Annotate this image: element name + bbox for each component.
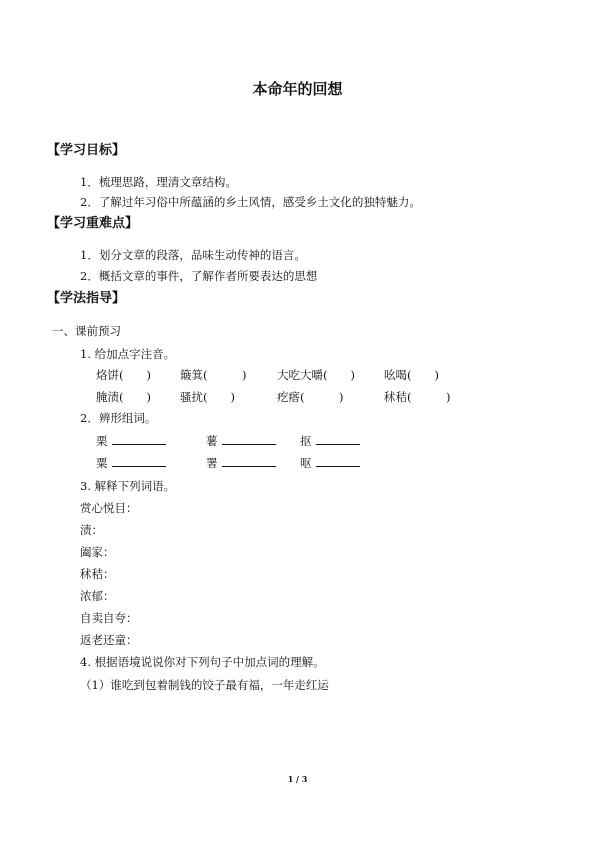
char: 抠 — [300, 434, 312, 448]
char: 呕 — [300, 456, 312, 470]
question-2-label: 2．辨形组词。 — [80, 411, 157, 425]
preview-section-title: 一、课前预习 — [52, 324, 121, 338]
char: 薯 — [206, 434, 218, 448]
char: 粟 — [96, 456, 108, 470]
term-item: 赏心悦目： — [80, 501, 138, 515]
section-heading-goals: 【学习目标】 — [47, 143, 126, 158]
word-form-item — [300, 433, 360, 449]
section-heading-method: 【学法指导】 — [47, 291, 126, 306]
char: 署 — [206, 456, 218, 470]
char: 栗 — [96, 434, 108, 448]
answer-blank[interactable] — [112, 455, 166, 467]
word-form-item — [300, 455, 360, 471]
word-form-item — [206, 433, 276, 449]
term-item: 阖家： — [80, 545, 115, 559]
answer-blank[interactable] — [316, 455, 360, 467]
question-4-item-1: （1）谁吃到包着制钱的饺子最有福，一年走红运 — [80, 678, 329, 692]
keypoint-item-2: 2．概括文章的事件，了解作者所要表达的思想 — [80, 269, 318, 283]
answer-blank[interactable] — [316, 433, 360, 445]
word-form-item — [96, 433, 166, 449]
question-1-label: 1. 给加点字注音。 — [80, 347, 176, 361]
term-item: 秫秸： — [80, 567, 115, 581]
pinyin-item: 吆喝( ) — [384, 368, 439, 382]
keypoint-item-1: 1．划分文章的段落，品味生动传神的语言。 — [80, 248, 306, 262]
answer-blank[interactable] — [222, 433, 276, 445]
pinyin-item: 烙饼( ) — [96, 368, 151, 382]
goal-item-2: 2．了解过年习俗中所蕴涵的乡土风情，感受乡土文化的独特魅力。 — [80, 195, 421, 209]
word-form-item — [206, 455, 276, 471]
pinyin-item: 腌渍( ) — [96, 390, 151, 404]
pinyin-item: 簸箕( ) — [180, 368, 247, 382]
page-number: 1 / 3 — [287, 774, 308, 784]
pinyin-item: 疙瘩( ) — [277, 390, 344, 404]
term-item: 自卖自夸： — [80, 611, 138, 625]
question-3-label: 3. 解释下列词语。 — [80, 479, 176, 493]
pinyin-item: 大吃大嚼( ) — [277, 368, 355, 382]
pinyin-item: 骚扰( ) — [180, 390, 235, 404]
goal-item-1: 1．梳理思路，理清文章结构。 — [80, 175, 237, 189]
answer-blank[interactable] — [112, 433, 166, 445]
term-item: 浓郁： — [80, 589, 115, 603]
answer-blank[interactable] — [222, 455, 276, 467]
word-form-item — [96, 455, 166, 471]
term-item: 渍： — [80, 523, 103, 537]
question-4-label: 4. 根据语境说说你对下列句子中加点词的理解。 — [80, 655, 325, 669]
term-item: 返老还童： — [80, 633, 138, 647]
section-heading-keypoints: 【学习重难点】 — [47, 216, 139, 231]
page-title: 本命年的回想 — [252, 80, 343, 98]
pinyin-item: 秫秸( ) — [384, 390, 451, 404]
